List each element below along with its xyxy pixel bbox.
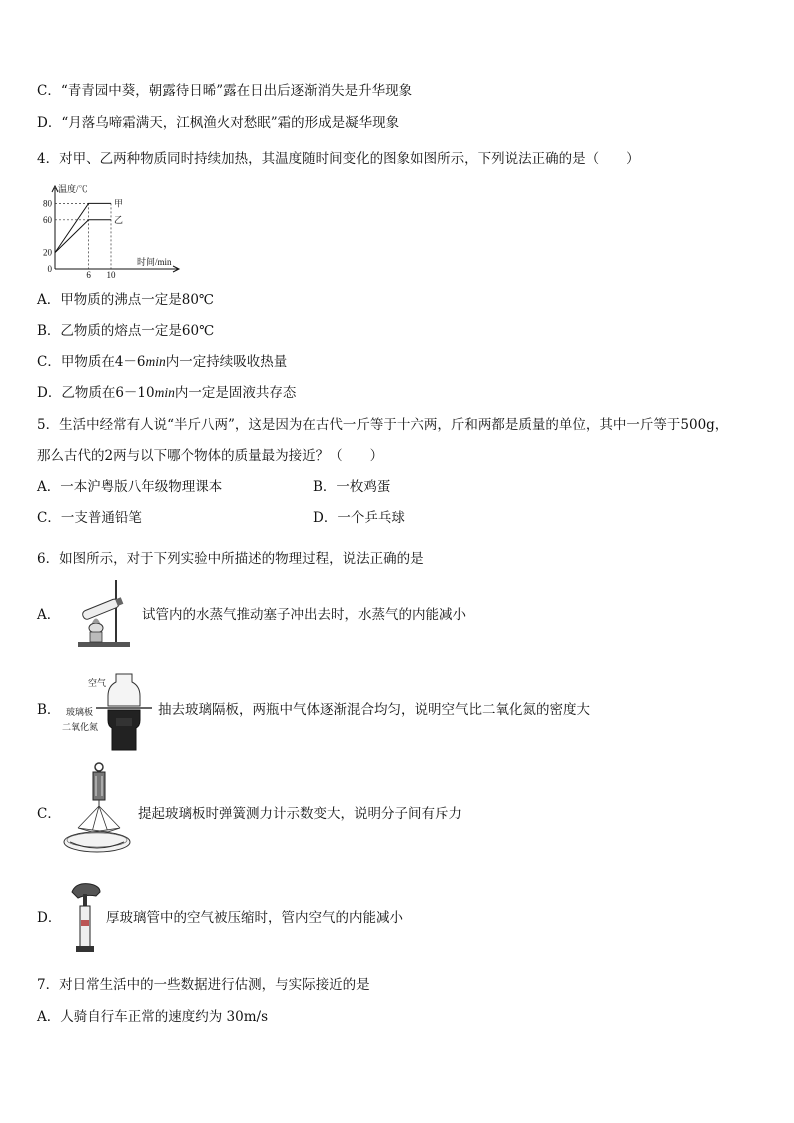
q3-option-d: D．“月落乌啼霜满天，江枫渔火对愁眠”霜的形成是凝华现象 [37,115,400,131]
compression-tube-figure [66,880,106,958]
q4-option-c-post: 内一定持续吸收热量 [165,354,288,370]
q6-option-a-label: A． [37,607,61,623]
q6-stem: 6．如图所示，对于下列实验中所描述的物理过程，说法正确的是 [37,551,424,567]
q3-option-c: C．“青青园中葵，朝露待日晞”露在日出后逐渐消失是升华现象 [37,83,413,99]
q4-option-c [37,353,287,371]
q6-option-d-text: 厚玻璃管中的空气被压缩时，管内空气的内能减小 [106,910,403,926]
q6-option-c-text: 提起玻璃板时弹簧测力计示数变大，说明分子间有斥力 [138,806,462,822]
q4-stem: 4．对甲、乙两种物质同时持续加热，其温度随时间变化的图象如图所示，下列说法正确的是（ ） [37,151,640,167]
q4-temperature-chart [33,182,183,278]
q6-option-d-label: D． [37,910,62,926]
y-tick-label: 80 [43,198,52,209]
glass-plate-label: 玻璃板 [66,707,94,717]
chart-guides [55,203,111,269]
nitrogen-dioxide-label: 二氧化氮 [62,722,99,732]
q5-option-c: C．一支普通铅笔 [37,510,142,526]
q4-option-c-pre: C．甲物质在4－6 [37,354,146,370]
y-axis-title: 温度/℃ [58,184,88,194]
y-tick-label: 20 [43,247,52,258]
q6-option-b-label: B． [37,702,61,718]
q4-option-d-unit: min [154,385,175,400]
q4-option-d [37,384,296,402]
y-tick-label: 60 [43,214,52,225]
q4-option-d-pre: D．乙物质在6－10 [37,385,155,401]
q4-option-a: A．甲物质的沸点一定是80℃ [37,292,215,308]
q7-stem: 7．对日常生活中的一些数据进行估测，与实际接近的是 [37,977,370,993]
q5-stem-line2: 那么古代的2两与以下哪个物体的质量最为接近？（ ） [37,448,384,464]
chart-series [55,203,111,252]
x-tick-label: 10 [106,270,116,278]
q5-option-d: D．一个乒乓球 [313,510,405,526]
q4-option-c-unit: min [145,354,166,369]
q4-option-b: B．乙物质的熔点一定是60℃ [37,323,215,339]
x-tick-label: 6 [86,270,91,278]
y-tick-label: 0 [47,264,52,274]
q5-option-b: B．一枚鸡蛋 [313,479,391,495]
gas-diffusion-figure [62,672,154,754]
q7-option-a: A．人骑自行车正常的速度约为 30m/s [37,1009,268,1025]
temperature-time-graph [33,182,183,278]
spring-scale-glass-figure [62,762,132,860]
series-line [55,203,111,252]
x-axis-title: 时间/min [137,257,172,267]
chart-labels [43,183,172,278]
q5-option-a: A．一本沪粤版八年级物理课本 [37,479,223,495]
series-label: 甲 [114,198,124,209]
test-tube-steam-figure [68,578,138,650]
q4-option-d-post: 内一定是固液共存态 [174,385,297,401]
series-line [55,220,111,253]
q6-option-c-label: C． [37,806,61,822]
q5-stem-line1: 5．生活中经常有人说“半斤八两”，这是因为在古代一斤等于十六两，斤和两都是质量的单位，其中一斤等于500g， [37,417,729,433]
air-label: 空气 [88,678,107,688]
series-label: 乙 [114,214,124,225]
q6-option-b-text: 抽去玻璃隔板，两瓶中气体逐渐混合均匀，说明空气比二氧化氮的密度大 [158,702,590,718]
q6-option-a-text: 试管内的水蒸气推动塞子冲出去时，水蒸气的内能减小 [142,607,466,623]
